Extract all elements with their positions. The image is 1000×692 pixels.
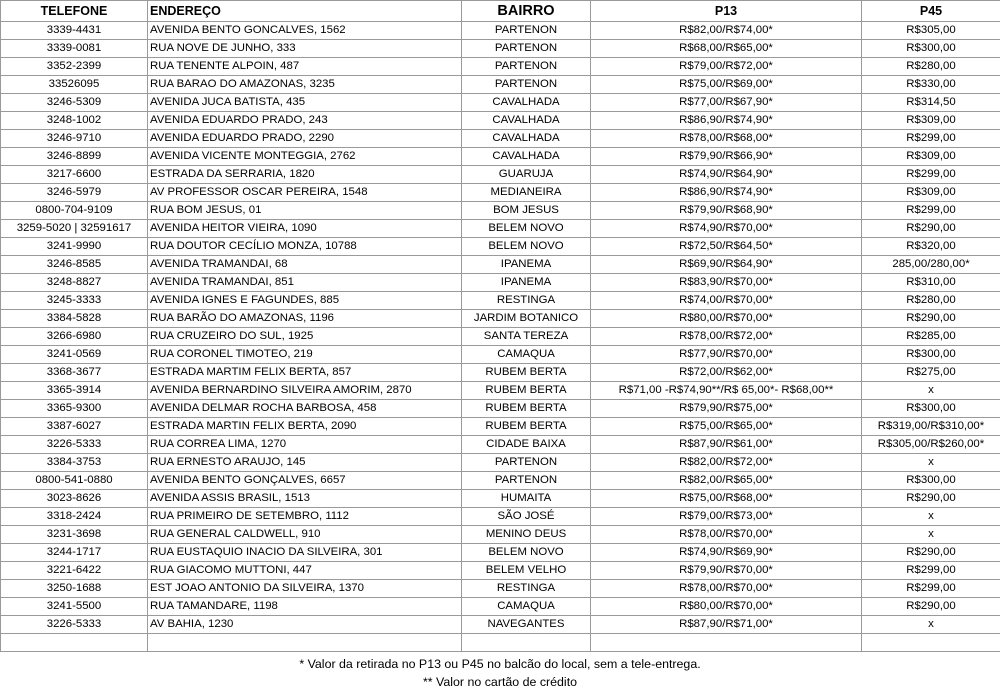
table-row bbox=[1, 76, 1000, 94]
cell-telefone: 33526095 bbox=[1, 76, 148, 94]
cell-endereco: AVENIDA EDUARDO PRADO, 2290 bbox=[148, 130, 462, 148]
cell-endereco: RUA BARÃO DO AMAZONAS, 1196 bbox=[148, 310, 462, 328]
cell-p45: R$285,00 bbox=[862, 328, 1000, 346]
cell-endereco: RUA PRIMEIRO DE SETEMBRO, 1112 bbox=[148, 508, 462, 526]
cell-endereco: AVENIDA ASSIS BRASIL, 1513 bbox=[148, 490, 462, 508]
cell-p13: R$75,00/R$68,00* bbox=[591, 490, 862, 508]
cell-bairro: CAVALHADA bbox=[462, 148, 591, 166]
table-row bbox=[1, 184, 1000, 202]
cell-p45: R$300,00 bbox=[862, 472, 1000, 490]
cell-p13: R$71,00 -R$74,90**/R$ 65,00*- R$68,00** bbox=[591, 382, 862, 400]
cell-p45: R$300,00 bbox=[862, 400, 1000, 418]
cell-bairro: BELEM NOVO bbox=[462, 544, 591, 562]
cell-endereco: RUA CORONEL TIMOTEO, 219 bbox=[148, 346, 462, 364]
cell-endereco: EST JOAO ANTONIO DA SILVEIRA, 1370 bbox=[148, 580, 462, 598]
cell-endereco: RUA TAMANDARE, 1198 bbox=[148, 598, 462, 616]
table-row bbox=[1, 598, 1000, 616]
cell-p13: R$79,90/R$70,00* bbox=[591, 562, 862, 580]
cell-telefone: 3241-9990 bbox=[1, 238, 148, 256]
cell-endereco: RUA CORREA LIMA, 1270 bbox=[148, 436, 462, 454]
cell-endereco: AVENIDA VICENTE MONTEGGIA, 2762 bbox=[148, 148, 462, 166]
table-row bbox=[1, 22, 1000, 40]
cell-bairro: RESTINGA bbox=[462, 292, 591, 310]
cell-bairro: NAVEGANTES bbox=[462, 616, 591, 634]
table-row bbox=[1, 490, 1000, 508]
cell-p13: R$83,90/R$70,00* bbox=[591, 274, 862, 292]
cell-p45: R$309,00 bbox=[862, 148, 1000, 166]
cell-bairro: BELEM VELHO bbox=[462, 562, 591, 580]
cell-p13: R$79,90/R$66,90* bbox=[591, 148, 862, 166]
cell-p45: R$309,00 bbox=[862, 184, 1000, 202]
table-row bbox=[1, 220, 1000, 238]
header-p45: P45 bbox=[862, 1, 1000, 22]
cell-bairro: CAVALHADA bbox=[462, 130, 591, 148]
cell-bairro: IPANEMA bbox=[462, 256, 591, 274]
cell-bairro: MENINO DEUS bbox=[462, 526, 591, 544]
cell-telefone: 3259-5020 | 32591617 bbox=[1, 220, 148, 238]
table-row bbox=[1, 508, 1000, 526]
table-row bbox=[1, 400, 1000, 418]
table-row bbox=[1, 40, 1000, 58]
cell-endereco: RUA DOUTOR CECÍLIO MONZA, 10788 bbox=[148, 238, 462, 256]
cell-telefone: 3241-0569 bbox=[1, 346, 148, 364]
cell-endereco: AVENIDA TRAMANDAI, 68 bbox=[148, 256, 462, 274]
cell-p13: R$75,00/R$69,00* bbox=[591, 76, 862, 94]
header-bairro: BAIRRO bbox=[462, 1, 591, 22]
cell-telefone: 3023-8626 bbox=[1, 490, 148, 508]
cell-bairro: GUARUJA bbox=[462, 166, 591, 184]
cell-bairro: BOM JESUS bbox=[462, 202, 591, 220]
cell-bairro: CIDADE BAIXA bbox=[462, 436, 591, 454]
cell-p13: R$87,90/R$61,00* bbox=[591, 436, 862, 454]
cell-endereco: RUA GIACOMO MUTTONI, 447 bbox=[148, 562, 462, 580]
cell-endereco: AVENIDA HEITOR VIEIRA, 1090 bbox=[148, 220, 462, 238]
cell-endereco: AVENIDA EDUARDO PRADO, 243 bbox=[148, 112, 462, 130]
cell-p13: R$87,90/R$71,00* bbox=[591, 616, 862, 634]
cell-bairro: JARDIM BOTANICO bbox=[462, 310, 591, 328]
cell-bairro: PARTENON bbox=[462, 472, 591, 490]
cell-bairro: PARTENON bbox=[462, 76, 591, 94]
table-row bbox=[1, 364, 1000, 382]
cell-p45: R$300,00 bbox=[862, 346, 1000, 364]
table-row bbox=[1, 544, 1000, 562]
table-row bbox=[1, 526, 1000, 544]
cell-endereco: ESTRADA DA SERRARIA, 1820 bbox=[148, 166, 462, 184]
cell-p45: x bbox=[862, 616, 1000, 634]
cell-p13: R$79,90/R$75,00* bbox=[591, 400, 862, 418]
header-endereco: ENDEREÇO bbox=[148, 1, 462, 22]
table-row bbox=[1, 58, 1000, 76]
cell-p13: R$72,00/R$62,00* bbox=[591, 364, 862, 382]
cell-bairro: CAMAQUA bbox=[462, 346, 591, 364]
cell-p45: R$290,00 bbox=[862, 544, 1000, 562]
table-row bbox=[1, 562, 1000, 580]
table-row bbox=[1, 328, 1000, 346]
cell-p45: R$299,00 bbox=[862, 580, 1000, 598]
cell-endereco: RUA EUSTAQUIO INACIO DA SILVEIRA, 301 bbox=[148, 544, 462, 562]
cell-p13: R$74,90/R$64,90* bbox=[591, 166, 862, 184]
cell-bairro: SÃO JOSÉ bbox=[462, 508, 591, 526]
cell-bairro: BELEM NOVO bbox=[462, 220, 591, 238]
cell-p13: R$79,00/R$72,00* bbox=[591, 58, 862, 76]
cell-telefone: 3226-5333 bbox=[1, 436, 148, 454]
cell-bairro: RUBEM BERTA bbox=[462, 364, 591, 382]
cell-endereco: RUA CRUZEIRO DO SUL, 1925 bbox=[148, 328, 462, 346]
table-row bbox=[1, 616, 1000, 634]
cell-bairro: CAVALHADA bbox=[462, 112, 591, 130]
cell-telefone: 3365-3914 bbox=[1, 382, 148, 400]
cell-p13: R$78,00/R$70,00* bbox=[591, 526, 862, 544]
table-row bbox=[1, 148, 1000, 166]
cell-telefone: 3384-3753 bbox=[1, 454, 148, 472]
cell-p13: R$74,90/R$70,00* bbox=[591, 220, 862, 238]
cell-endereco: AVENIDA BERNARDINO SILVEIRA AMORIM, 2870 bbox=[148, 382, 462, 400]
cell-p45: R$314,50 bbox=[862, 94, 1000, 112]
table-row bbox=[1, 274, 1000, 292]
table-row bbox=[1, 418, 1000, 436]
cell-p45: R$299,00 bbox=[862, 562, 1000, 580]
table-row bbox=[1, 310, 1000, 328]
header-p13: P13 bbox=[591, 1, 862, 22]
cell-bairro: IPANEMA bbox=[462, 274, 591, 292]
cell-endereco: AVENIDA BENTO GONÇALVES, 6657 bbox=[148, 472, 462, 490]
cell-endereco: AVENIDA IGNES E FAGUNDES, 885 bbox=[148, 292, 462, 310]
cell-telefone: 3231-3698 bbox=[1, 526, 148, 544]
empty-cell bbox=[1, 634, 148, 652]
cell-p13: R$82,00/R$74,00* bbox=[591, 22, 862, 40]
empty-cell bbox=[462, 634, 591, 652]
cell-p45: x bbox=[862, 526, 1000, 544]
cell-telefone: 3266-6980 bbox=[1, 328, 148, 346]
cell-bairro: PARTENON bbox=[462, 454, 591, 472]
cell-p13: R$74,90/R$69,90* bbox=[591, 544, 862, 562]
cell-bairro: RESTINGA bbox=[462, 580, 591, 598]
cell-p45: x bbox=[862, 382, 1000, 400]
footnote-retirada: * Valor da retirada no P13 ou P45 no balcão do local, sem a tele-entrega. bbox=[299, 657, 701, 671]
cell-bairro: PARTENON bbox=[462, 58, 591, 76]
cell-bairro: CAVALHADA bbox=[462, 94, 591, 112]
cell-telefone: 3339-4431 bbox=[1, 22, 148, 40]
cell-telefone: 3246-8585 bbox=[1, 256, 148, 274]
cell-bairro: RUBEM BERTA bbox=[462, 418, 591, 436]
cell-bairro: RUBEM BERTA bbox=[462, 382, 591, 400]
cell-endereco: RUA ERNESTO ARAUJO, 145 bbox=[148, 454, 462, 472]
table-row bbox=[1, 238, 1000, 256]
cell-p45: R$300,00 bbox=[862, 40, 1000, 58]
table-row bbox=[1, 454, 1000, 472]
cell-bairro: SANTA TEREZA bbox=[462, 328, 591, 346]
cell-p45: R$290,00 bbox=[862, 310, 1000, 328]
empty-cell bbox=[591, 634, 862, 652]
cell-endereco: AVENIDA JUCA BATISTA, 435 bbox=[148, 94, 462, 112]
table-row bbox=[1, 436, 1000, 454]
cell-bairro: CAMAQUA bbox=[462, 598, 591, 616]
cell-p45: 285,00/280,00* bbox=[862, 256, 1000, 274]
cell-p45: R$319,00/R$310,00* bbox=[862, 418, 1000, 436]
cell-p13: R$86,90/R$74,90* bbox=[591, 112, 862, 130]
cell-telefone: 3226-5333 bbox=[1, 616, 148, 634]
cell-p13: R$77,00/R$67,90* bbox=[591, 94, 862, 112]
cell-endereco: AVENIDA TRAMANDAI, 851 bbox=[148, 274, 462, 292]
empty-cell bbox=[862, 634, 1000, 652]
cell-bairro: RUBEM BERTA bbox=[462, 400, 591, 418]
cell-p13: R$82,00/R$72,00* bbox=[591, 454, 862, 472]
cell-p45: R$290,00 bbox=[862, 490, 1000, 508]
cell-p45: R$310,00 bbox=[862, 274, 1000, 292]
cell-p13: R$75,00/R$65,00* bbox=[591, 418, 862, 436]
cell-endereco: RUA BARAO DO AMAZONAS, 3235 bbox=[148, 76, 462, 94]
cell-telefone: 3248-8827 bbox=[1, 274, 148, 292]
cell-p13: R$80,00/R$70,00* bbox=[591, 310, 862, 328]
cell-p13: R$86,90/R$74,90* bbox=[591, 184, 862, 202]
cell-p45: x bbox=[862, 454, 1000, 472]
table-row bbox=[1, 472, 1000, 490]
table-row bbox=[1, 112, 1000, 130]
cell-endereco: RUA NOVE DE JUNHO, 333 bbox=[148, 40, 462, 58]
cell-telefone: 3250-1688 bbox=[1, 580, 148, 598]
cell-p13: R$74,00/R$70,00* bbox=[591, 292, 862, 310]
cell-telefone: 3384-5828 bbox=[1, 310, 148, 328]
cell-p45: R$305,00/R$260,00* bbox=[862, 436, 1000, 454]
cell-telefone: 3339-0081 bbox=[1, 40, 148, 58]
cell-p45: R$290,00 bbox=[862, 220, 1000, 238]
cell-p45: R$299,00 bbox=[862, 202, 1000, 220]
table-row bbox=[1, 580, 1000, 598]
cell-p45: R$280,00 bbox=[862, 58, 1000, 76]
cell-p13: R$79,00/R$73,00* bbox=[591, 508, 862, 526]
cell-p13: R$80,00/R$70,00* bbox=[591, 598, 862, 616]
cell-telefone: 0800-704-9109 bbox=[1, 202, 148, 220]
table-row bbox=[1, 346, 1000, 364]
cell-p13: R$78,00/R$68,00* bbox=[591, 130, 862, 148]
cell-p13: R$68,00/R$65,00* bbox=[591, 40, 862, 58]
cell-p13: R$82,00/R$65,00* bbox=[591, 472, 862, 490]
cell-endereco: RUA BOM JESUS, 01 bbox=[148, 202, 462, 220]
cell-p13: R$78,00/R$72,00* bbox=[591, 328, 862, 346]
cell-telefone: 3246-9710 bbox=[1, 130, 148, 148]
cell-p13: R$69,90/R$64,90* bbox=[591, 256, 862, 274]
table-row bbox=[1, 166, 1000, 184]
cell-p13: R$79,90/R$68,90* bbox=[591, 202, 862, 220]
cell-telefone: 3245-3333 bbox=[1, 292, 148, 310]
cell-bairro: HUMAITA bbox=[462, 490, 591, 508]
cell-telefone: 3352-2399 bbox=[1, 58, 148, 76]
table-body bbox=[1, 22, 1000, 652]
cell-endereco: ESTRADA MARTIN FELIX BERTA, 2090 bbox=[148, 418, 462, 436]
cell-p45: x bbox=[862, 508, 1000, 526]
empty-row bbox=[1, 634, 1000, 652]
cell-endereco: RUA GENERAL CALDWELL, 910 bbox=[148, 526, 462, 544]
cell-telefone: 3221-6422 bbox=[1, 562, 148, 580]
cell-telefone: 3246-8899 bbox=[1, 148, 148, 166]
cell-p45: R$280,00 bbox=[862, 292, 1000, 310]
cell-bairro: BELEM NOVO bbox=[462, 238, 591, 256]
cell-telefone: 3244-1717 bbox=[1, 544, 148, 562]
cell-telefone: 3387-6027 bbox=[1, 418, 148, 436]
table-row bbox=[1, 130, 1000, 148]
cell-telefone: 3217-6600 bbox=[1, 166, 148, 184]
cell-bairro: PARTENON bbox=[462, 40, 591, 58]
header-telefone: TELEFONE bbox=[1, 1, 148, 22]
table-row bbox=[1, 382, 1000, 400]
cell-endereco: ESTRADA MARTIM FELIX BERTA, 857 bbox=[148, 364, 462, 382]
footnote-credito: ** Valor no cartão de crédito bbox=[422, 675, 578, 689]
empty-cell bbox=[148, 634, 462, 652]
cell-p45: R$275,00 bbox=[862, 364, 1000, 382]
cell-endereco: AVENIDA BENTO GONCALVES, 1562 bbox=[148, 22, 462, 40]
cell-telefone: 3248-1002 bbox=[1, 112, 148, 130]
cell-p13: R$78,00/R$70,00* bbox=[591, 580, 862, 598]
cell-p45: R$309,00 bbox=[862, 112, 1000, 130]
cell-endereco: AV BAHIA, 1230 bbox=[148, 616, 462, 634]
cell-telefone: 3246-5309 bbox=[1, 94, 148, 112]
cell-telefone: 3365-9300 bbox=[1, 400, 148, 418]
table-row bbox=[1, 202, 1000, 220]
table-row bbox=[1, 256, 1000, 274]
table-row bbox=[1, 292, 1000, 310]
cell-telefone: 3368-3677 bbox=[1, 364, 148, 382]
cell-p13: R$72,50/R$64,50* bbox=[591, 238, 862, 256]
cell-telefone: 0800-541-0880 bbox=[1, 472, 148, 490]
cell-telefone: 3318-2424 bbox=[1, 508, 148, 526]
cell-telefone: 3246-5979 bbox=[1, 184, 148, 202]
cell-p45: R$320,00 bbox=[862, 238, 1000, 256]
cell-endereco: RUA TENENTE ALPOIN, 487 bbox=[148, 58, 462, 76]
table-row bbox=[1, 94, 1000, 112]
cell-bairro: MEDIANEIRA bbox=[462, 184, 591, 202]
cell-bairro: PARTENON bbox=[462, 22, 591, 40]
header-row bbox=[1, 1, 1000, 22]
cell-p45: R$290,00 bbox=[862, 598, 1000, 616]
cell-p45: R$299,00 bbox=[862, 130, 1000, 148]
cell-telefone: 3241-5500 bbox=[1, 598, 148, 616]
cell-p45: R$305,00 bbox=[862, 22, 1000, 40]
cell-endereco: AV PROFESSOR OSCAR PEREIRA, 1548 bbox=[148, 184, 462, 202]
cell-endereco: AVENIDA DELMAR ROCHA BARBOSA, 458 bbox=[148, 400, 462, 418]
cell-p13: R$77,90/R$70,00* bbox=[591, 346, 862, 364]
cell-p45: R$299,00 bbox=[862, 166, 1000, 184]
cell-p45: R$330,00 bbox=[862, 76, 1000, 94]
